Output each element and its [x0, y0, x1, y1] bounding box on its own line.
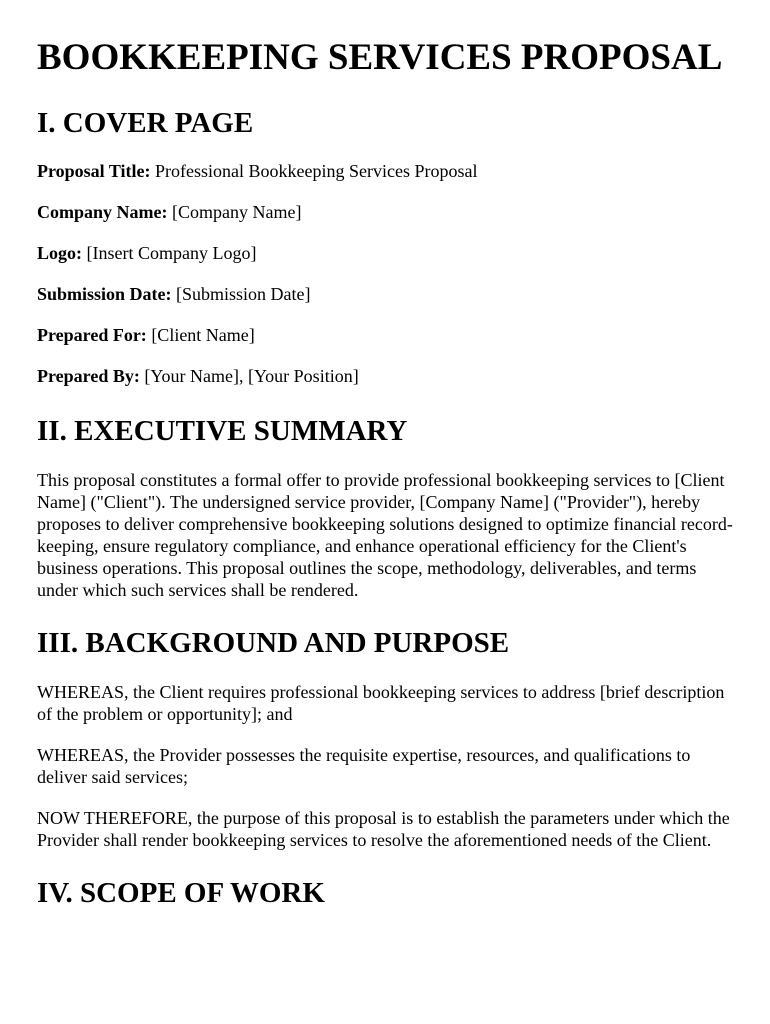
field-company-name	[37, 201, 737, 223]
field-proposal-title	[37, 160, 737, 182]
field-label: Submission Date:	[37, 284, 172, 304]
field-logo	[37, 242, 737, 264]
section-heading-cover-page: I. COVER PAGE	[37, 107, 254, 139]
section-heading-scope-of-work: IV. SCOPE OF WORK	[37, 877, 325, 909]
field-value: [Client Name]	[151, 325, 255, 345]
field-value: [Your Name], [Your Position]	[144, 366, 359, 386]
field-value: Professional Bookkeeping Services Proposal	[155, 161, 478, 181]
section-heading-background-purpose: III. BACKGROUND AND PURPOSE	[37, 627, 510, 659]
field-submission-date	[37, 283, 737, 305]
section-heading-executive-summary: II. EXECUTIVE SUMMARY	[37, 415, 408, 447]
background-paragraph: WHEREAS, the Client requires professional bookkeeping services to address [brief description of the problem or opportunity]; and	[37, 682, 725, 724]
field-prepared-for	[37, 324, 737, 346]
field-label: Company Name:	[37, 202, 168, 222]
field-label: Logo:	[37, 243, 82, 263]
document-page	[37, 0, 737, 910]
field-value: [Submission Date]	[176, 284, 311, 304]
background-paragraph: NOW THEREFORE, the purpose of this proposal is to establish the parameters under which the Provider shall render bookkeeping services to resolve the aforementioned needs of the Client.	[37, 808, 730, 850]
field-label: Prepared By:	[37, 366, 140, 386]
field-label: Prepared For:	[37, 325, 147, 345]
background-paragraph: WHEREAS, the Provider possesses the requisite expertise, resources, and qualifications to deliver said services;	[37, 745, 691, 787]
executive-summary-paragraph: This proposal constitutes a formal offer to provide professional bookkeeping services to [Client Name] ("Client"). The undersigned service provider, [Company Name] ("Provider"), hereby proposes to deliver comprehensive bookkeeping solutions designed to optimize financial record-keeping, ensure regulatory compliance, and enhance operational efficiency for the Client's business operations. This proposal outlines the scope, methodology, deliverables, and terms under which such services shall be rendered.	[37, 470, 733, 600]
document-title: BOOKKEEPING SERVICES PROPOSAL	[37, 37, 723, 78]
field-value: [Company Name]	[172, 202, 302, 222]
field-value: [Insert Company Logo]	[86, 243, 257, 263]
field-prepared-by	[37, 365, 737, 387]
field-label: Proposal Title:	[37, 161, 151, 181]
